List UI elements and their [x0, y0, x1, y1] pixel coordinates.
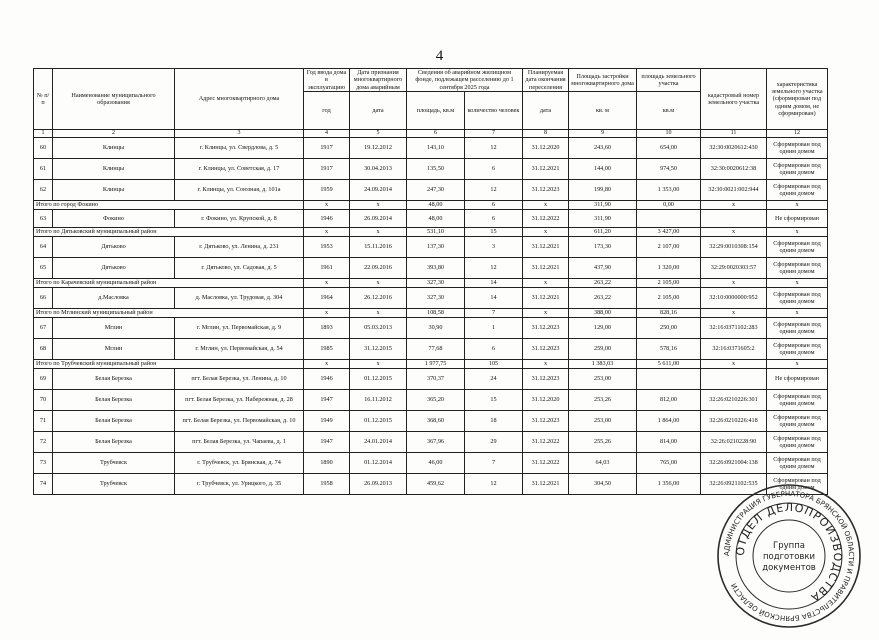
table-cell: 64	[34, 236, 53, 257]
table-row	[34, 338, 828, 359]
table-body	[34, 130, 828, 495]
total-cell: 3 427,00	[637, 227, 701, 236]
total-cell: х	[701, 359, 767, 368]
table-cell: 1	[465, 317, 523, 338]
total-cell: х	[767, 359, 828, 368]
table-cell: 31.12.2023	[523, 179, 569, 200]
table-cell: 814,00	[637, 431, 701, 452]
table-cell: 259,00	[569, 338, 637, 359]
table-cell: 31.12.2023	[523, 368, 569, 389]
table-cell: 16.11.2012	[350, 389, 407, 410]
table-cell: 31.12.2020	[523, 389, 569, 410]
table-cell: 6	[465, 338, 523, 359]
table-cell: г. Трубчевск, ул. Урицкого, д. 35	[175, 473, 304, 494]
table-cell: 2 107,00	[637, 236, 701, 257]
total-cell: х	[523, 227, 569, 236]
total-cell: х	[523, 200, 569, 209]
table-cell: 31.12.2023	[523, 338, 569, 359]
table-cell: 974,50	[637, 158, 701, 179]
table-cell: 30,90	[407, 317, 465, 338]
table-cell: 68	[34, 338, 53, 359]
table-cell: 765,00	[637, 452, 701, 473]
table-cell: 60	[34, 137, 53, 158]
table-cell: 63	[34, 209, 53, 227]
table-cell: 304,50	[569, 473, 637, 494]
total-cell: 611,20	[569, 227, 637, 236]
table-cell: Трубчевск	[53, 452, 175, 473]
table-row	[34, 257, 828, 278]
table-cell: 30.04.2013	[350, 158, 407, 179]
table-cell: 48,00	[407, 209, 465, 227]
total-label: Итого по город Фокино	[34, 200, 304, 209]
total-row	[34, 308, 828, 317]
table-cell: 31.12.2021	[523, 158, 569, 179]
total-cell: 828,16	[637, 308, 701, 317]
subheader-planned-date: дата	[523, 92, 569, 130]
table-cell: Клинцы	[53, 137, 175, 158]
column-number: 8	[523, 130, 569, 138]
table-cell: Белая Березка	[53, 389, 175, 410]
table-cell: 1946	[304, 209, 350, 227]
header-land-area: площадь земельного участка	[637, 69, 701, 92]
table-cell: 253,00	[569, 410, 637, 431]
table-cell: 19.12.2012	[350, 137, 407, 158]
table-row	[34, 389, 828, 410]
table-cell: 253,00	[569, 368, 637, 389]
table-cell: 64,03	[569, 452, 637, 473]
table-cell: 12	[465, 179, 523, 200]
table-cell: 29	[465, 431, 523, 452]
table-cell: 73	[34, 452, 53, 473]
table-cell: 31.12.2023	[523, 317, 569, 338]
total-cell: х	[350, 227, 407, 236]
table-cell: 393,80	[407, 257, 465, 278]
column-number: 6	[407, 130, 465, 138]
table-cell: Сформирован под одним домом	[767, 179, 828, 200]
table-cell: 6	[465, 158, 523, 179]
total-cell: х	[701, 227, 767, 236]
table-cell: 7	[465, 452, 523, 473]
total-cell: х	[304, 308, 350, 317]
table-row	[34, 431, 828, 452]
total-cell: 327,30	[407, 278, 465, 287]
table-cell: 01.12.2014	[350, 452, 407, 473]
table-cell: 654,00	[637, 137, 701, 158]
total-cell: х	[304, 227, 350, 236]
subheader-land-sqm: кв.м	[637, 92, 701, 130]
total-label: Итого по Трубчевский муниципальный район	[34, 359, 304, 368]
table-cell: 12	[465, 137, 523, 158]
total-cell: х	[767, 200, 828, 209]
table-cell: 173,30	[569, 236, 637, 257]
table-cell: 74	[34, 473, 53, 494]
table-cell: Сформирован под одним домом	[767, 410, 828, 431]
table-cell: 1949	[304, 410, 350, 431]
column-number: 5	[350, 130, 407, 138]
table-cell	[637, 368, 701, 389]
table-cell: 255,26	[569, 431, 637, 452]
table-cell: 1893	[304, 317, 350, 338]
table-cell: Клинцы	[53, 158, 175, 179]
total-cell: 0,00	[637, 200, 701, 209]
table-cell: 24.09.2014	[350, 179, 407, 200]
table-cell: Не сформирован	[767, 368, 828, 389]
table-cell: Сформирован под одним домом	[767, 431, 828, 452]
table-cell: 3	[465, 236, 523, 257]
table-cell: 1947	[304, 431, 350, 452]
table-cell: 247,30	[407, 179, 465, 200]
table-cell: 144,00	[569, 158, 637, 179]
table-cell: 1 320,00	[637, 257, 701, 278]
table-cell: Дятьково	[53, 236, 175, 257]
table-cell: 31.12.2020	[523, 137, 569, 158]
table-cell: пгт. Белая Березка, ул. Набережная, д. 28	[175, 389, 304, 410]
table-cell	[701, 209, 767, 227]
column-number: 11	[701, 130, 767, 138]
table-cell: 24	[465, 368, 523, 389]
table-cell: 437,90	[569, 257, 637, 278]
table-cell: 01.12.2015	[350, 368, 407, 389]
table-cell: 1964	[304, 287, 350, 308]
total-row	[34, 359, 828, 368]
table-cell: 31.12.2022	[523, 209, 569, 227]
table-cell: 71	[34, 410, 53, 431]
subheader-people: количество человек	[465, 92, 523, 130]
total-label: Итого по Мглинский муниципальный район	[34, 308, 304, 317]
table-cell: 70	[34, 389, 53, 410]
table-cell: 365,20	[407, 389, 465, 410]
table-cell: пгт. Белая Березка, ул. Первомайская, д. 10	[175, 410, 304, 431]
table-cell: 32:30:0020612:430	[701, 137, 767, 158]
total-row	[34, 278, 828, 287]
total-cell: х	[767, 308, 828, 317]
table-cell: 26.09.2014	[350, 209, 407, 227]
table-cell: 31.12.2021	[523, 257, 569, 278]
header-address: Адрес многоквартирного дома	[175, 69, 304, 130]
table-cell: 370,37	[407, 368, 465, 389]
total-cell: х	[304, 200, 350, 209]
table-cell: 46,00	[407, 452, 465, 473]
table-cell: г. Трубчевск, ул. Брянская, д. 74	[175, 452, 304, 473]
table-cell: 31.12.2023	[523, 410, 569, 431]
table-cell: 143,10	[407, 137, 465, 158]
table-cell: Сформирован под одним домом	[767, 287, 828, 308]
table-cell: 32:30:0020612:38	[701, 158, 767, 179]
total-cell: 7	[465, 308, 523, 317]
table-cell: 31.12.2021	[523, 473, 569, 494]
table-row	[34, 137, 828, 158]
total-cell: 531,10	[407, 227, 465, 236]
table-cell: Фокино	[53, 209, 175, 227]
table-row	[34, 179, 828, 200]
table-row	[34, 287, 828, 308]
table-cell: 1985	[304, 338, 350, 359]
subheader-year: год	[304, 92, 350, 130]
column-number: 3	[175, 130, 304, 138]
stamp-center-text: подготовки	[762, 552, 816, 562]
header-characteristic: характеристика земельного участка (сформирован под одним домом, не сформирован)	[767, 69, 828, 130]
total-cell: 5 611,00	[637, 359, 701, 368]
stamp-outer-text: АДМИНИСТРАЦИЯ ГУБЕРНАТОРА БРЯНСКОЙ ОБЛАСТИ И ПРАВИТЕЛЬСТВА БРЯНСКОЙ ОБЛАСТИ	[722, 489, 856, 623]
stamp-center-text: Группа	[773, 541, 805, 551]
total-cell: х	[304, 278, 350, 287]
total-cell: х	[523, 278, 569, 287]
table-cell: 61	[34, 158, 53, 179]
column-number-row	[34, 130, 828, 138]
table-cell: г. Дятьково, ул. Садовая, д. 5	[175, 257, 304, 278]
table-cell: 01.12.2015	[350, 410, 407, 431]
table-cell	[701, 368, 767, 389]
header-building-area: Площадь застройки многоквартирного дома	[569, 69, 637, 92]
table-cell: 32:29:0010308:154	[701, 236, 767, 257]
table-cell: 1958	[304, 473, 350, 494]
table-cell: 1 864,00	[637, 410, 701, 431]
column-number: 7	[465, 130, 523, 138]
table-cell: Сформирован под одним домом	[767, 338, 828, 359]
table-cell: 129,00	[569, 317, 637, 338]
total-cell: 311,90	[569, 200, 637, 209]
subheader-area: площадь, кв.м	[407, 92, 465, 130]
table-row	[34, 410, 828, 431]
table-cell: г. Фокино, ул. Крупской, д. 8	[175, 209, 304, 227]
table-cell: Сформирован под одним домом	[767, 452, 828, 473]
total-cell: 388,00	[569, 308, 637, 317]
table-cell: Не сформирован	[767, 209, 828, 227]
table-row	[34, 209, 828, 227]
total-cell: 108,58	[407, 308, 465, 317]
table-cell: 199,80	[569, 179, 637, 200]
table-cell: 367,96	[407, 431, 465, 452]
table-cell: 311,90	[569, 209, 637, 227]
table-cell: 12	[465, 473, 523, 494]
table-cell: 253,26	[569, 389, 637, 410]
table-cell: 31.12.2022	[523, 452, 569, 473]
header-num: № п/п	[34, 69, 53, 130]
table-cell: 32:26:0921004:138	[701, 452, 767, 473]
table-cell: 327,30	[407, 287, 465, 308]
table-row	[34, 368, 828, 389]
table-cell: г. Дятьково, ул. Ленина, д. 231	[175, 236, 304, 257]
table-row	[34, 158, 828, 179]
table-cell: 32:16:0371605:2	[701, 338, 767, 359]
table-cell: г. Мглин, ул. Первомайская, д. 54	[175, 338, 304, 359]
table-cell: Сформирован под одним домом	[767, 389, 828, 410]
total-cell: 1 383,03	[569, 359, 637, 368]
table-row	[34, 236, 828, 257]
table-cell: Сформирован под одним домом	[767, 473, 828, 494]
table-cell: 32:26:0921102:535	[701, 473, 767, 494]
header-year: Год ввода дома в эксплуатацию	[304, 69, 350, 92]
table-cell: 1953	[304, 236, 350, 257]
table-cell: г. Клинцы, ул. Союзная, д. 101а	[175, 179, 304, 200]
table-cell: пгт. Белая Березка, ул. Чапаева, д. 1	[175, 431, 304, 452]
table-cell: 12	[465, 257, 523, 278]
table-cell: 1890	[304, 452, 350, 473]
table-cell: Мглин	[53, 317, 175, 338]
table-cell: д.Масловка	[53, 287, 175, 308]
table-cell: 62	[34, 179, 53, 200]
table-cell: 1947	[304, 389, 350, 410]
total-cell: 2 105,00	[637, 278, 701, 287]
stamp-center-text: документов	[762, 563, 816, 573]
table-row	[34, 317, 828, 338]
subheader-sqm: кв. м	[569, 92, 637, 130]
total-row	[34, 200, 828, 209]
table-cell: 1961	[304, 257, 350, 278]
total-cell: х	[523, 308, 569, 317]
table-cell: 243,60	[569, 137, 637, 158]
total-cell: 1 977,75	[407, 359, 465, 368]
table-cell: 1 353,00	[637, 179, 701, 200]
table-cell: 26.12.2016	[350, 287, 407, 308]
total-label: Итого по Карачевский муниципальный район	[34, 278, 304, 287]
table-cell: Трубчевск	[53, 473, 175, 494]
table-cell: 72	[34, 431, 53, 452]
table-cell: 1917	[304, 158, 350, 179]
header-municipality: Наименование муниципального образования	[53, 69, 175, 130]
total-cell: 15	[465, 227, 523, 236]
table-cell: 250,00	[637, 317, 701, 338]
table-cell: д. Масловка, ул. Трудовая, д. 304	[175, 287, 304, 308]
header-planned: Планируемая дата окончания переселения	[523, 69, 569, 92]
table-cell: г. Мглин, ул. Первомайская, д. 9	[175, 317, 304, 338]
table-cell: Сформирован под одним домом	[767, 158, 828, 179]
total-cell: х	[350, 308, 407, 317]
column-number: 4	[304, 130, 350, 138]
total-cell: х	[701, 308, 767, 317]
table-cell: Белая Березка	[53, 410, 175, 431]
total-cell: х	[304, 359, 350, 368]
table-cell: Сформирован под одним домом	[767, 317, 828, 338]
table-cell: 77,68	[407, 338, 465, 359]
table-cell: 1917	[304, 137, 350, 158]
table-cell: 1959	[304, 179, 350, 200]
table-cell: 31.12.2022	[523, 431, 569, 452]
table-cell: 15	[465, 389, 523, 410]
total-cell: х	[523, 359, 569, 368]
official-stamp	[715, 482, 863, 630]
table-cell: 263,22	[569, 287, 637, 308]
total-cell: 263,22	[569, 278, 637, 287]
housing-table	[33, 68, 828, 495]
table-cell: 67	[34, 317, 53, 338]
column-number: 2	[53, 130, 175, 138]
total-cell: 6	[465, 200, 523, 209]
table-cell: Мглин	[53, 338, 175, 359]
table-cell: г. Клинцы, ул. Свердлова, д. 5	[175, 137, 304, 158]
table-cell: 1 356,00	[637, 473, 701, 494]
table-cell: 135,50	[407, 158, 465, 179]
table-cell: 31.12.2021	[523, 287, 569, 308]
total-cell: х	[350, 359, 407, 368]
table-row	[34, 452, 828, 473]
table-cell: 1946	[304, 368, 350, 389]
total-label: Итого по Дятьковский муниципальный район	[34, 227, 304, 236]
table-cell: 24.01.2014	[350, 431, 407, 452]
stamp-middle-text: ОТДЕЛ ДЕЛОПРОИЗВОДСТВА	[733, 500, 845, 605]
table-cell: 32:26:0210226:418	[701, 410, 767, 431]
table-cell: 31.12.2015	[350, 338, 407, 359]
table-cell: Дятьково	[53, 257, 175, 278]
table-cell: 32:16:0371102:283	[701, 317, 767, 338]
subheader-date: дата	[350, 92, 407, 130]
column-number: 10	[637, 130, 701, 138]
total-row	[34, 227, 828, 236]
table-cell: 368,60	[407, 410, 465, 431]
table-cell: Клинцы	[53, 179, 175, 200]
total-cell: 105	[465, 359, 523, 368]
column-number: 12	[767, 130, 828, 138]
table-cell: 22.09.2016	[350, 257, 407, 278]
table-cell: 32:26:0210228:90	[701, 431, 767, 452]
total-cell: х	[767, 227, 828, 236]
table-cell: 69	[34, 368, 53, 389]
table-cell: 32:26:0210226:301	[701, 389, 767, 410]
table-cell: 578,16	[637, 338, 701, 359]
table-cell: 26.09.2013	[350, 473, 407, 494]
page-number: 4	[435, 48, 444, 64]
table-cell: Сформирован под одним домом	[767, 137, 828, 158]
table-cell: пгт. Белая Березка, ул. Ленина, д. 10	[175, 368, 304, 389]
table-cell: 14	[465, 287, 523, 308]
table-cell: Белая Березка	[53, 368, 175, 389]
table-cell: 32:29:0020303:57	[701, 257, 767, 278]
table-cell: 65	[34, 257, 53, 278]
column-number: 1	[34, 130, 53, 138]
column-number: 9	[569, 130, 637, 138]
total-cell: х	[350, 278, 407, 287]
table-row	[34, 473, 828, 494]
table-cell: 459,62	[407, 473, 465, 494]
table-cell: 6	[465, 209, 523, 227]
table-cell: Сформирован под одним домом	[767, 257, 828, 278]
total-cell: х	[701, 200, 767, 209]
header-fund: Сведения об аварийном жилищном фонде, подлежащем расселению до 1 сентября 2025 года	[407, 69, 523, 92]
table-cell	[637, 209, 701, 227]
table-cell: 137,30	[407, 236, 465, 257]
table-cell: 32:10:0000000:952	[701, 287, 767, 308]
header-cadastral: кадастровый номер земельного участка	[701, 69, 767, 130]
table-cell: 812,00	[637, 389, 701, 410]
total-cell: х	[767, 278, 828, 287]
table-cell: 18	[465, 410, 523, 431]
total-cell: х	[701, 278, 767, 287]
table-cell: 31.12.2021	[523, 236, 569, 257]
table-cell: г. Клинцы, ул. Советская, д. 17	[175, 158, 304, 179]
total-cell: 48,00	[407, 200, 465, 209]
table-cell: 66	[34, 287, 53, 308]
table-cell: Сформирован под одним домом	[767, 236, 828, 257]
table-cell: 32:30:0021:002:944	[701, 179, 767, 200]
table-cell: 2 105,00	[637, 287, 701, 308]
total-cell: х	[350, 200, 407, 209]
total-cell: 14	[465, 278, 523, 287]
table-cell: 15.11.2016	[350, 236, 407, 257]
table-cell: Белая Березка	[53, 431, 175, 452]
header-date: Дата признания многоквартирного дома аварийным	[350, 69, 407, 92]
table-cell: 05.03.2013	[350, 317, 407, 338]
